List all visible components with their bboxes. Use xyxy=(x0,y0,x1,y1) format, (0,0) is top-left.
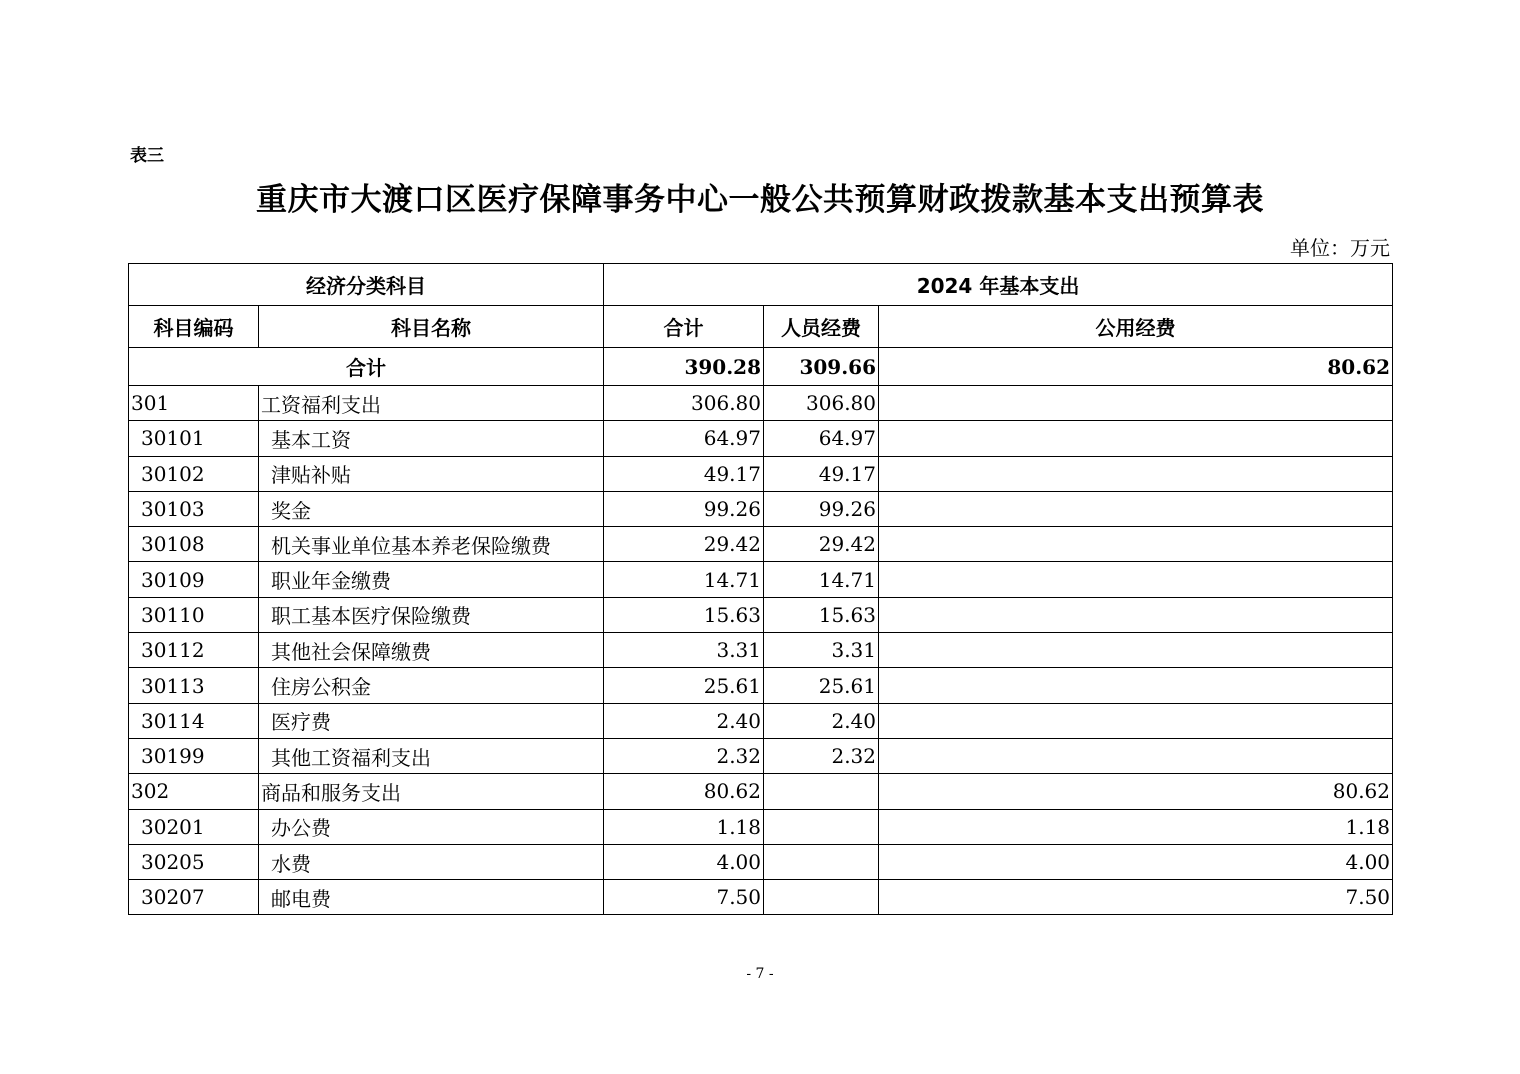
table-row xyxy=(129,491,1393,526)
table-row xyxy=(129,421,1393,456)
subject-name: 其他工资福利支出 xyxy=(259,738,604,773)
row-total: 306.80 xyxy=(604,386,764,421)
row-personnel: 64.97 xyxy=(764,421,879,456)
header-economic-classification: 经济分类科目 xyxy=(129,264,604,306)
subject-code: 301 xyxy=(129,386,259,421)
row-total: 1.18 xyxy=(604,809,764,844)
row-total: 49.17 xyxy=(604,456,764,491)
budget-table xyxy=(128,263,1393,915)
row-personnel: 99.26 xyxy=(764,491,879,526)
header-public-expense: 公用经费 xyxy=(879,306,1393,348)
row-total: 99.26 xyxy=(604,491,764,526)
row-personnel xyxy=(764,809,879,844)
row-public xyxy=(879,491,1393,526)
table-row xyxy=(129,597,1393,632)
subject-code: 30109 xyxy=(129,562,259,597)
total-amount: 390.28 xyxy=(604,348,764,386)
subject-code: 30102 xyxy=(129,456,259,491)
row-total: 7.50 xyxy=(604,880,764,915)
row-public xyxy=(879,633,1393,668)
table-row xyxy=(129,456,1393,491)
subject-name: 邮电费 xyxy=(259,880,604,915)
subject-name: 商品和服务支出 xyxy=(259,774,604,809)
subject-code: 30101 xyxy=(129,421,259,456)
header-group-row xyxy=(129,264,1393,306)
row-total: 15.63 xyxy=(604,597,764,632)
row-total: 29.42 xyxy=(604,527,764,562)
header-column-row xyxy=(129,306,1393,348)
row-total: 64.97 xyxy=(604,421,764,456)
row-public xyxy=(879,456,1393,491)
subject-code: 302 xyxy=(129,774,259,809)
subject-name: 工资福利支出 xyxy=(259,386,604,421)
table-row xyxy=(129,844,1393,879)
row-personnel: 15.63 xyxy=(764,597,879,632)
row-public xyxy=(879,703,1393,738)
header-subject-name: 科目名称 xyxy=(259,306,604,348)
header-subject-code: 科目编码 xyxy=(129,306,259,348)
table-row xyxy=(129,668,1393,703)
subject-code: 30114 xyxy=(129,703,259,738)
page-number: - 7 - xyxy=(746,966,774,982)
row-total: 4.00 xyxy=(604,844,764,879)
table-row xyxy=(129,527,1393,562)
row-total: 25.61 xyxy=(604,668,764,703)
table-row xyxy=(129,809,1393,844)
subject-code: 30199 xyxy=(129,738,259,773)
subject-code: 30103 xyxy=(129,491,259,526)
table-row xyxy=(129,774,1393,809)
header-total: 合计 xyxy=(604,306,764,348)
row-public xyxy=(879,386,1393,421)
table-row xyxy=(129,880,1393,915)
table-label: 表三 xyxy=(130,146,164,166)
row-personnel: 306.80 xyxy=(764,386,879,421)
row-public xyxy=(879,668,1393,703)
table-row xyxy=(129,386,1393,421)
subject-code: 30207 xyxy=(129,880,259,915)
subject-name: 职工基本医疗保险缴费 xyxy=(259,597,604,632)
subject-name: 其他社会保障缴费 xyxy=(259,633,604,668)
row-personnel: 2.32 xyxy=(764,738,879,773)
row-public: 7.50 xyxy=(879,880,1393,915)
row-personnel: 14.71 xyxy=(764,562,879,597)
row-public: 80.62 xyxy=(879,774,1393,809)
subject-name: 奖金 xyxy=(259,491,604,526)
subject-name: 基本工资 xyxy=(259,421,604,456)
header-personnel-expense: 人员经费 xyxy=(764,306,879,348)
row-personnel: 2.40 xyxy=(764,703,879,738)
row-total: 2.40 xyxy=(604,703,764,738)
row-total: 2.32 xyxy=(604,738,764,773)
subject-name: 机关事业单位基本养老保险缴费 xyxy=(259,527,604,562)
total-label: 合计 xyxy=(129,348,604,386)
subject-name: 水费 xyxy=(259,844,604,879)
subject-code: 30201 xyxy=(129,809,259,844)
row-personnel: 29.42 xyxy=(764,527,879,562)
table-row xyxy=(129,738,1393,773)
row-public xyxy=(879,421,1393,456)
subject-name: 住房公积金 xyxy=(259,668,604,703)
total-public: 80.62 xyxy=(879,348,1393,386)
row-total: 3.31 xyxy=(604,633,764,668)
row-public xyxy=(879,527,1393,562)
row-public: 1.18 xyxy=(879,809,1393,844)
row-personnel xyxy=(764,774,879,809)
subject-name: 办公费 xyxy=(259,809,604,844)
subject-name: 医疗费 xyxy=(259,703,604,738)
row-public: 4.00 xyxy=(879,844,1393,879)
row-personnel xyxy=(764,844,879,879)
row-personnel xyxy=(764,880,879,915)
header-basic-expenditure-year: 2024 年基本支出 xyxy=(604,264,1393,306)
row-personnel: 49.17 xyxy=(764,456,879,491)
table-row xyxy=(129,703,1393,738)
row-public xyxy=(879,738,1393,773)
subject-code: 30113 xyxy=(129,668,259,703)
total-row xyxy=(129,348,1393,386)
subject-code: 30110 xyxy=(129,597,259,632)
subject-code: 30108 xyxy=(129,527,259,562)
row-total: 14.71 xyxy=(604,562,764,597)
subject-code: 30205 xyxy=(129,844,259,879)
subject-name: 职业年金缴费 xyxy=(259,562,604,597)
row-public xyxy=(879,562,1393,597)
table-row xyxy=(129,633,1393,668)
subject-code: 30112 xyxy=(129,633,259,668)
row-personnel: 25.61 xyxy=(764,668,879,703)
subject-name: 津贴补贴 xyxy=(259,456,604,491)
row-total: 80.62 xyxy=(604,774,764,809)
total-personnel: 309.66 xyxy=(764,348,879,386)
table-row xyxy=(129,562,1393,597)
unit-label: 单位：万元 xyxy=(1290,236,1390,260)
row-public xyxy=(879,597,1393,632)
row-personnel: 3.31 xyxy=(764,633,879,668)
page-title: 重庆市大渡口区医疗保障事务中心一般公共预算财政拨款基本支出预算表 xyxy=(256,182,1264,218)
